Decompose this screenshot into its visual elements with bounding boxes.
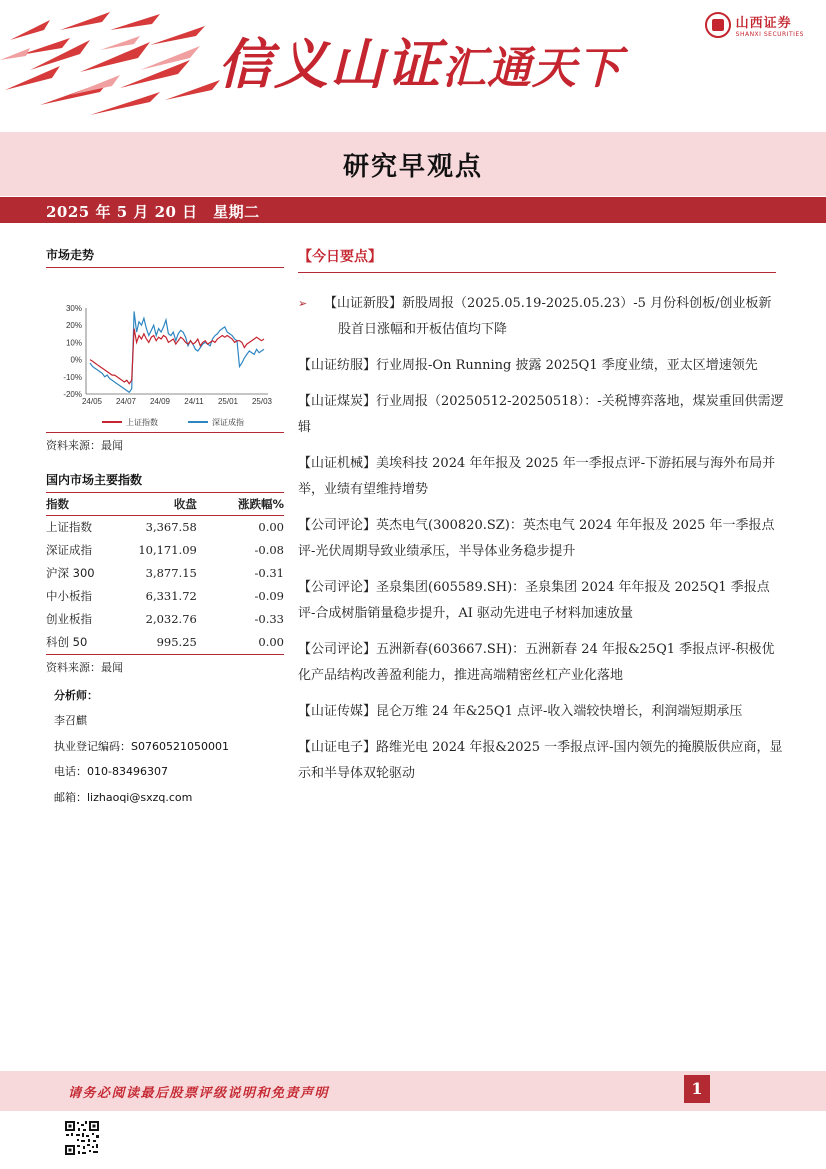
right-column <box>298 246 784 797</box>
y-tick-label: -20% <box>63 390 82 399</box>
qr-code-icon <box>64 1120 100 1156</box>
report-title: 研究早观点 <box>342 152 483 182</box>
index-change: -0.33 <box>254 612 284 626</box>
highlights-list <box>298 291 784 787</box>
table-row <box>46 562 284 585</box>
x-tick-label: 25/03 <box>251 397 273 406</box>
today-highlights-title: 【今日要点】 <box>298 246 776 273</box>
y-tick-label: 10% <box>65 338 82 348</box>
item-tag: 【公司评论】 <box>298 580 377 595</box>
analyst-phone: 电话：010-83496307 <box>54 765 168 778</box>
list-item[interactable] <box>298 699 784 725</box>
item-text: 新股周报（2025.05.19-2025.05.23）-5 月份科创板/创业板新股首日涨幅和开板估值均下降 <box>338 296 772 337</box>
list-item[interactable] <box>298 513 784 565</box>
slogan <box>218 22 622 99</box>
index-table <box>46 493 284 654</box>
index-table-header <box>46 493 284 516</box>
y-tick-label: 20% <box>65 321 82 331</box>
item-text: 五洲新春(603667.SH)：五洲新春 24 年报&25Q1 季报点评-积极优化产品结构改善盈利能力，推进高端精密丝杠产业化落地 <box>298 642 775 683</box>
x-tick-label: 25/01 <box>217 397 239 406</box>
x-tick-label: 24/11 <box>184 397 204 406</box>
legend-label: 上证指数 <box>126 418 158 427</box>
y-tick-label: 30% <box>65 304 82 313</box>
analyst-license: 执业登记编码：S0760521050001 <box>54 739 229 753</box>
y-tick-label: -10% <box>63 372 82 382</box>
item-tag: 【山证机械】 <box>298 456 377 471</box>
item-tag: 【山证煤炭】 <box>298 394 377 409</box>
list-item[interactable] <box>298 451 784 503</box>
report-date: 2025 年 5 月 20 日 星期二 <box>46 203 260 221</box>
market-trend-chart <box>46 272 284 432</box>
index-change: 0.00 <box>258 635 284 649</box>
arrow-bullet-icon: ➢ <box>298 297 308 310</box>
analyst-info <box>46 683 284 811</box>
table-row <box>46 631 284 654</box>
header-change: 涨跌幅% <box>223 493 284 516</box>
market-trend-source: 资料来源：最闻 <box>46 432 284 457</box>
index-name: 沪深 300 <box>46 566 95 580</box>
index-name: 深证成指 <box>46 543 92 557</box>
analyst-name: 李召麒 <box>54 714 87 727</box>
left-column <box>46 246 284 810</box>
table-row <box>46 539 284 562</box>
list-item[interactable] <box>298 735 784 787</box>
index-table-source: 资料来源：最闻 <box>46 654 284 679</box>
slogan-part2: 汇通天下 <box>442 43 622 94</box>
item-tag: 【山证传媒】 <box>298 704 377 719</box>
index-change: -0.09 <box>254 589 284 603</box>
item-text: 圣泉集团(605589.SH)：圣泉集团 2024 年年报及 2025Q1 季报点评-合成树脂销量稳步提升，AI 驱动先进电子材料加速放量 <box>298 580 770 621</box>
table-row <box>46 585 284 608</box>
index-change: 0.00 <box>258 520 284 535</box>
y-tick-label: 0% <box>70 355 82 365</box>
index-close: 10,171.09 <box>138 543 197 557</box>
header-index: 指数 <box>46 493 111 516</box>
index-close: 3,877.15 <box>145 566 197 580</box>
item-tag: 【公司评论】 <box>298 518 377 533</box>
index-change: -0.08 <box>254 543 284 557</box>
item-text: 英杰电气(300820.SZ)：英杰电气 2024 年年报及 2025 年一季报点评-光伏周期导致业绩承压，半导体业务稳步提升 <box>298 518 775 559</box>
item-tag: 【山证新股】 <box>324 296 403 311</box>
index-close: 2,032.76 <box>145 612 197 626</box>
logo-name-en: SHANXI SECURITIES <box>735 31 804 38</box>
item-text: 路维光电 2024 年报&2025 一季报点评-国内领先的掩膜版供应商，显示和半导体双轮驱动 <box>298 740 783 781</box>
series-line-shenzhen <box>90 311 264 392</box>
index-table-title: 国内市场主要指数 <box>46 471 284 493</box>
list-item[interactable] <box>298 389 784 441</box>
trend-chart-svg <box>46 272 284 432</box>
item-text: 行业周报（20250512-20250518）：-关税博弈落地，煤炭重回供需逻辑 <box>298 394 784 435</box>
market-trend-title: 市场走势 <box>46 246 284 268</box>
header-close: 收盘 <box>111 493 223 516</box>
list-item[interactable] <box>298 637 784 689</box>
index-close: 6,331.72 <box>145 589 197 603</box>
list-item[interactable] <box>298 353 784 379</box>
analyst-email[interactable]: 邮箱：lizhaoqi@sxzq.com <box>54 790 193 804</box>
slogan-part1: 信义山证 <box>218 33 442 96</box>
flying-arrows-decoration <box>0 0 230 132</box>
logo-name-cn: 山西证券 <box>735 16 792 31</box>
legend-label: 深证成指 <box>212 418 244 427</box>
index-close: 3,367.58 <box>145 520 197 535</box>
x-tick-label: 24/07 <box>115 397 137 406</box>
index-name: 中小板指 <box>46 589 92 603</box>
index-name: 创业板指 <box>46 612 92 626</box>
item-text: 行业周报-On Running 披露 2025Q1 季度业绩，亚太区增速领先 <box>376 358 758 373</box>
disclaimer-link[interactable]: 请务必阅读最后股票评级说明和免责声明 <box>68 1086 330 1101</box>
index-close: 995.25 <box>156 635 197 649</box>
list-item[interactable] <box>298 575 784 627</box>
item-text: 美埃科技 2024 年年报及 2025 年一季报点评-下游拓展与海外布局并举，业绩有望维持增势 <box>298 456 776 497</box>
item-tag: 【公司评论】 <box>298 642 377 657</box>
page-number: 1 <box>684 1075 710 1103</box>
index-name: 上证指数 <box>46 520 92 535</box>
item-tag: 【山证电子】 <box>298 740 377 755</box>
x-tick-label: 24/09 <box>149 397 171 406</box>
index-name: 科创 50 <box>46 635 88 649</box>
index-change: -0.31 <box>254 566 284 580</box>
table-row <box>46 608 284 631</box>
table-row <box>46 516 284 539</box>
x-tick-label: 24/05 <box>81 397 103 406</box>
item-tag: 【山证纺服】 <box>298 358 377 373</box>
company-logo <box>705 12 804 38</box>
item-text: 昆仑万维 24 年&25Q1 点评-收入端较快增长，利润端短期承压 <box>376 704 743 719</box>
analyst-title: 分析师： <box>54 688 98 702</box>
header-banner <box>0 0 826 132</box>
list-item[interactable] <box>298 291 784 343</box>
logo-icon <box>705 12 731 38</box>
